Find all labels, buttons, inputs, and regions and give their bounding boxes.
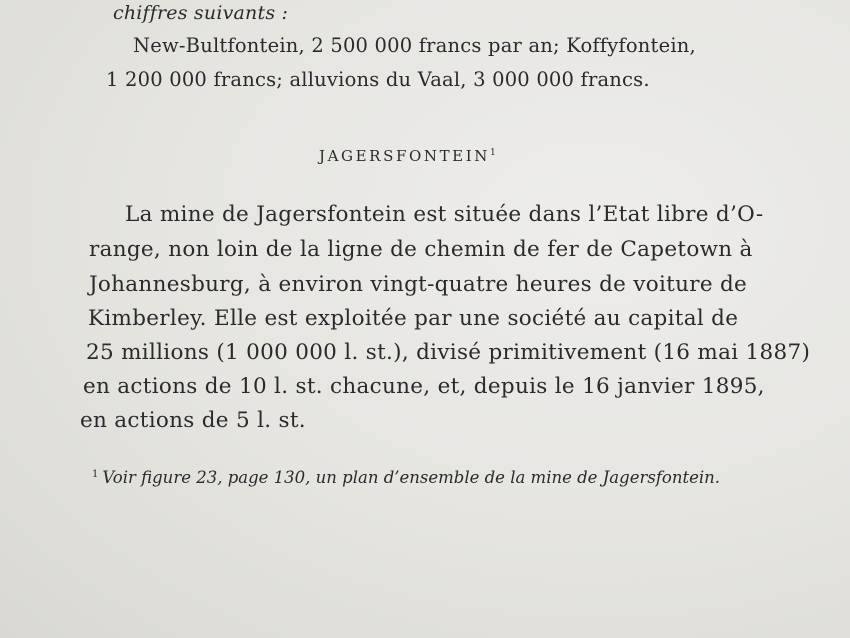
body-line-5: 25 millions (1 000 000 l. st.), divisé primitivement (16 mai 1887) [86,340,811,365]
body-line-2: range, non loin de la ligne de chemin de fer de Capetown à [89,237,753,262]
body-line-1: La mine de Jagersfontein est située dans l’Etat libre d’O- [125,202,764,227]
section-heading [319,147,496,165]
body-line-4: Kimberley. Elle est exploitée par une société au capital de [88,306,739,331]
section-heading-text: JAGERSFONTEIN [319,147,490,165]
top-paragraph-line-3: 1 200 000 francs; alluvions du Vaal, 3 000 000 francs. [106,68,650,91]
body-line-7: en actions de 5 l. st. [80,408,306,433]
body-line-6: en actions de 10 l. st. chacune, et, depuis le 16 janvier 1895, [83,374,765,399]
body-line-3: Johannesburg, à environ vingt-quatre heures de voiture de [89,272,748,297]
footnote-mark: 1 [92,469,99,480]
footnote [92,468,720,487]
section-heading-footnote-mark: 1 [489,148,496,158]
footnote-text: Voir figure 23, page 130, un plan d’ensemble de la mine de Jagersfontein. [102,468,721,487]
top-paragraph-line-2: New-Bultfontein, 2 500 000 francs par an; Koffyfontein, [133,34,696,57]
top-paragraph-line-1: chiffres suivants : [113,2,289,24]
